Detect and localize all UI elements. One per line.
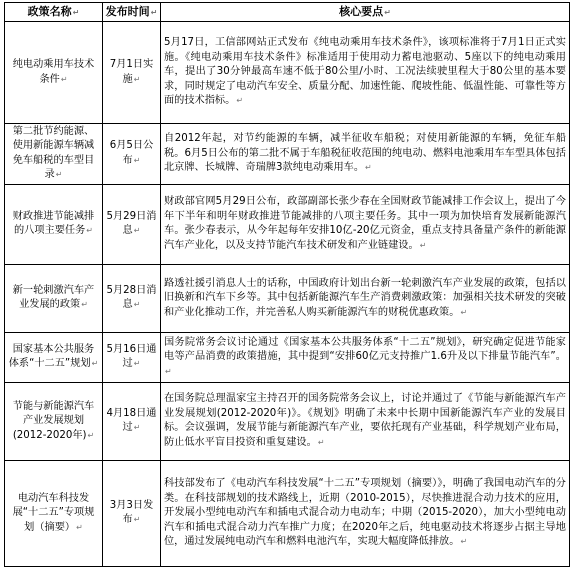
policy-name-cell: 电动汽车科技发展“十二五”专项规划（摘要）↵ [5, 460, 103, 566]
key-points-cell: 自2012年起，对节约能源的车辆，减半征收车船税；对使用新能源的车辆，免征车船税。6月5日公布的第二批不属于车船税征收范围的纯电动、燃料电池乘用车车型具体包括北京牌、长城牌、奇瑞牌3款纯电动乘用车。↵ [161, 124, 570, 185]
policy-name-cell: 国家基本公共服务体系“十二五”规划↵ [5, 332, 103, 382]
key-points-cell: 财政部官网5月29日公布，政部副部长张少春在全国财政节能减排工作会议上，提出了今年下半年和明年财政推进节能减排的八项主要任务。其中一项为加快培育发展新能源汽车。张少春表示，从今年起每年安排10亿-20亿元资金，重点支持具备量产条件的新能源汽车产业化，以及支持节能汽车技术研发和产业链建设。↵ [161, 184, 570, 264]
table-row [5, 184, 570, 264]
table-row [5, 460, 570, 566]
table-row [5, 264, 570, 332]
table-row [5, 124, 570, 185]
policy-name-cell: 纯电动乘用车技术条件↵ [5, 22, 103, 124]
release-date-cell: 3月3日发布↵ [103, 460, 161, 566]
release-date-cell: 5月16日通过↵ [103, 332, 161, 382]
header-release-date: 发布时间↵ [103, 3, 161, 22]
table-row [5, 382, 570, 460]
table-row [5, 332, 570, 382]
policy-name-cell: 财政推进节能减排的八项主要任务↵ [5, 184, 103, 264]
table-row [5, 22, 570, 124]
release-date-cell: 5月28日消息↵ [103, 264, 161, 332]
key-points-cell: 在国务院总理温家宝主持召开的国务院常务会议上，讨论并通过了《节能与新能源汽车产业发展规划(2012-2020年)》。《规划》明确了未来中长期中国新能源汽车产业的发展目标。会议强调，发展节能与新能源汽车产业，要依托现有产业基础，科学规划产业布局，防止低水平盲目投资和重复建设。↵ [161, 382, 570, 460]
policy-name-cell: 第二批节约能源、使用新能源车辆减免车船税的车型目录↵ [5, 124, 103, 185]
release-date-cell: 7月1日实施↵ [103, 22, 161, 124]
release-date-cell: 6月5日公布↵ [103, 124, 161, 185]
release-date-cell: 4月18日通过↵ [103, 382, 161, 460]
table-header-row [5, 3, 570, 22]
header-policy-name: 政策名称↵ [5, 3, 103, 22]
policy-name-cell: 节能与新能源汽车产业发展规划(2012-2020年)↵ [5, 382, 103, 460]
key-points-cell: 科技部发布了《电动汽车科技发展“十二五”专项规划（摘要）》，明确了我国电动汽车的分类。在科技部规划的技术路线上，近期（2010-2015），尽快推进混合动力技术的应用，开发展小型纯电动汽车和插电式混合动力电动车；中期（2015-2020），加大小型纯电动汽车和插电式混合动力汽车推广力度；在2020年之后，纯电驱动技术将逐步占据主导地位，通过发展纯电动汽车和燃料电池汽车，实现大幅度降低排放。↵ [161, 460, 570, 566]
key-points-cell: 5月17日，工信部网站正式发布《纯电动乘用车技术条件》，该项标准将于7月1日正式实施。《纯电动乘用车技术条件》标准适用于使用动力蓄电池驱动、5座以下的纯电动乘用车，提出了30分钟最高车速不低于80公里/小时、工况法续驶里程大于80公里的基本要求，同时规定了电动汽车安全、质量分配、加速性能、爬坡性能、低温性能、可靠性等方面的技术指标。↵ [161, 22, 570, 124]
key-points-cell: 国务院常务会议讨论通过《国家基本公共服务体系“十二五”规划》，研究确定促进节能家电等产品消费的政策措施，其中提到“安排60亿元支持推广1.6升及以下排量节能汽车”。↵ [161, 332, 570, 382]
release-date-cell: 5月29日消息↵ [103, 184, 161, 264]
policy-table [4, 2, 570, 567]
key-points-cell: 路透社援引消息人士的话称，中国政府计划出台新一轮刺激汽车产业发展的政策，包括以旧换新和汽车下乡等。其中包括新能源汽车生产消费刺激政策：加强相关技术研发的突破和产业化推动工作，并完善私人购买新能源汽车的财税优惠政策。↵ [161, 264, 570, 332]
policy-name-cell: 新一轮刺激汽车产业发展的政策↵ [5, 264, 103, 332]
header-key-points: 核心要点↵ [161, 3, 570, 22]
